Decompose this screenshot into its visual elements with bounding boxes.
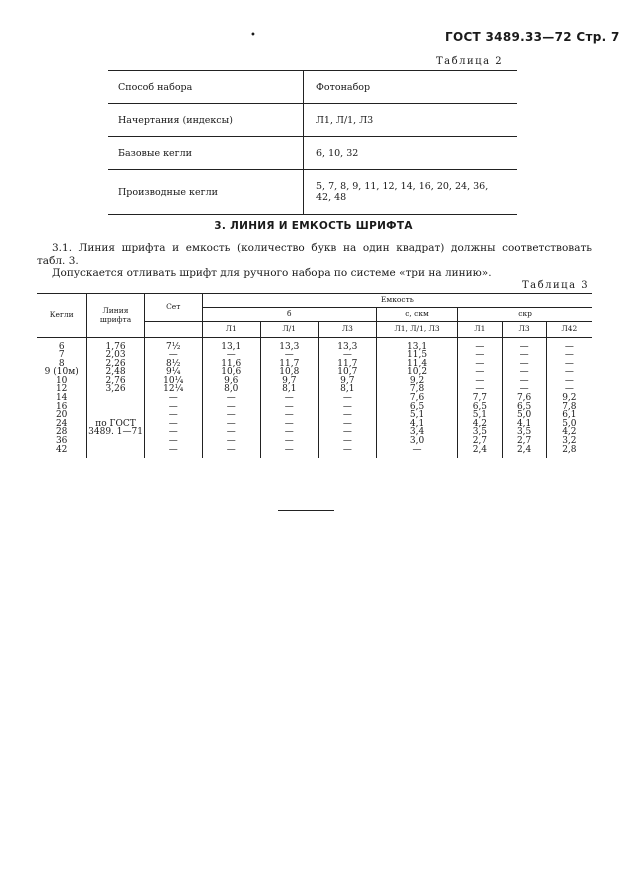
cell-set: — [144, 420, 202, 429]
cell-line [87, 446, 144, 455]
cell-line: 2,26 [87, 360, 144, 369]
paragraph-3-1-line1: 3.1. Линия шрифта и емкость (количество букв на один квадрат) должны соответствовать [52, 242, 592, 254]
cell-kegl: 9 (10м) [44, 367, 79, 378]
cell-line: 2,03 [87, 351, 144, 360]
cell-b-l1: — [202, 351, 260, 360]
cell-b-l1: — [202, 411, 260, 420]
col-b-l1b: Л/1 [260, 322, 318, 338]
cell-s-all: 5,1 [376, 411, 457, 420]
cell-skr-l42: 5,0 [546, 420, 592, 429]
cell-s-all: 4,1 [376, 420, 457, 429]
cell-line: 2,76 [87, 377, 144, 386]
cell-kegl: 10 [55, 375, 68, 386]
cell-kegl: 7 [58, 350, 65, 361]
cell-line [87, 394, 144, 403]
cell-kegl: 20 [55, 410, 68, 421]
col-skr-l3: Л3 [502, 322, 546, 338]
cell-skr-l3: — [502, 343, 546, 352]
cell-line: 3,26 [87, 385, 144, 394]
page-number: Стр. 7 [576, 30, 620, 44]
col-b-l1: Л1 [202, 322, 260, 338]
cell-b-l1: 8,0 [202, 385, 260, 394]
row-label: Производные кегли [108, 170, 304, 215]
cell-kegl: 12 [55, 384, 68, 395]
cell-b-l3: 10,7 [318, 368, 376, 377]
cell-skr-l3: — [502, 360, 546, 369]
col-skr-l1: Л1 [458, 322, 502, 338]
cell-b-l1: 9,6 [202, 377, 260, 386]
col-capacity: Емкость [202, 294, 592, 308]
cell-b-l3: — [318, 394, 376, 403]
cell-skr-l3: — [502, 368, 546, 377]
cell-set: — [144, 428, 202, 437]
cell-b-l3: 11,7 [318, 360, 376, 369]
cell-skr-l42: 2,8 [546, 446, 592, 455]
table-row [108, 71, 517, 104]
cell-skr-l42: — [546, 377, 592, 386]
cell-kegl: 28 [55, 427, 68, 438]
row-value-line2: 42, 48 [316, 192, 347, 203]
cell-kegl: 24 [55, 418, 68, 429]
cell-line: 2,48 [87, 368, 144, 377]
cell-s-all: 7,6 [376, 394, 457, 403]
table3-caption: Таблица 3 [522, 280, 590, 291]
row-label: Базовые кегли [108, 137, 304, 170]
spacer-row [37, 454, 592, 458]
cell-b-l3: — [318, 351, 376, 360]
cell-b-l1: 13,1 [202, 343, 260, 352]
table3-body [37, 343, 592, 455]
cell-s-all: — [376, 446, 457, 455]
cell-set: 10¼ [144, 377, 202, 386]
cell-b-l3: — [318, 437, 376, 446]
cell-b-l1: — [202, 403, 260, 412]
row-label: Способ набора [108, 71, 304, 104]
cell-skr-l3: 4,1 [502, 420, 546, 429]
cell-skr-l1: — [458, 343, 502, 352]
cell-s-all: 10,2 [376, 368, 457, 377]
cell-b-l1: 10,6 [202, 368, 260, 377]
cell-skr-l42: 7,8 [546, 403, 592, 412]
cell-set: — [144, 351, 202, 360]
cell-b-l1: — [202, 446, 260, 455]
row-label: Начертания (индексы) [108, 104, 304, 137]
cell-skr-l3: — [502, 385, 546, 394]
cell-skr-l1: 4,2 [458, 420, 502, 429]
cell-line: 1,76 [87, 343, 144, 352]
table-row [37, 437, 592, 446]
table-row [37, 394, 592, 403]
cell-kegl: 14 [55, 393, 68, 404]
cell-line: по ГОСТ [87, 420, 144, 429]
cell-skr-l42: 3,2 [546, 437, 592, 446]
cell-b-l1b: — [260, 394, 318, 403]
doc-number: ГОСТ 3489.33—72 [445, 30, 572, 44]
col-b-l3: Л3 [318, 322, 376, 338]
cell-b-l1: — [202, 437, 260, 446]
cell-b-l1b: 10,8 [260, 368, 318, 377]
table-row [37, 385, 592, 394]
cell-s-all: 9,2 [376, 377, 457, 386]
table-3 [37, 293, 592, 458]
paragraph-note: Допускается отливать шрифт для ручного набора по системе «три на линию». [52, 267, 492, 279]
cell-skr-l3: 3,5 [502, 428, 546, 437]
cell-b-l3: 13,3 [318, 343, 376, 352]
cell-skr-l42: — [546, 385, 592, 394]
cell-b-l1b: — [260, 437, 318, 446]
col-sskm: с, скм [376, 308, 457, 322]
table-row [37, 403, 592, 412]
table-row [37, 428, 592, 437]
cell-b-l1b: — [260, 411, 318, 420]
col-skr: скр [458, 308, 592, 322]
cell-skr-l3: 6,5 [502, 403, 546, 412]
cell-skr-l3: — [502, 351, 546, 360]
row-value: Фотонабор [304, 71, 518, 104]
cell-skr-l3: 2,7 [502, 437, 546, 446]
cell-b-l1: 11,6 [202, 360, 260, 369]
col-line: Линия шрифта [87, 294, 144, 338]
cell-skr-l1: 5,1 [458, 411, 502, 420]
col-b: б [202, 308, 376, 322]
cell-set: — [144, 411, 202, 420]
cell-skr-l42: — [546, 343, 592, 352]
cell-b-l3: 8,1 [318, 385, 376, 394]
cell-skr-l1: 6,5 [458, 403, 502, 412]
cell-line [87, 437, 144, 446]
cell-skr-l1: — [458, 351, 502, 360]
cell-kegl: 36 [55, 436, 68, 447]
cell-skr-l3: — [502, 377, 546, 386]
cell-b-l1b: — [260, 403, 318, 412]
cell-b-l1b: 11,7 [260, 360, 318, 369]
cell-set: 12¼ [144, 385, 202, 394]
cell-skr-l1: 3,5 [458, 428, 502, 437]
cell-b-l3: — [318, 420, 376, 429]
cell-skr-l42: — [546, 368, 592, 377]
cell-s-all: 3,0 [376, 437, 457, 446]
row-value: 6, 10, 32 [304, 137, 518, 170]
cell-skr-l3: 5,0 [502, 411, 546, 420]
section-title: 3. ЛИНИЯ И ЕМКОСТЬ ШРИФТА [214, 220, 413, 232]
cell-kegl: 6 [58, 341, 65, 352]
cell-set: — [144, 446, 202, 455]
cell-b-l1b: 8,1 [260, 385, 318, 394]
cell-b-l1b: — [260, 351, 318, 360]
cell-skr-l42: 9,2 [546, 394, 592, 403]
header-row [37, 294, 592, 308]
cell-skr-l1: 7,7 [458, 394, 502, 403]
cell-b-l1: — [202, 428, 260, 437]
row-value: Л1, Л/1, Л3 [304, 104, 518, 137]
cell-s-all: 3,4 [376, 428, 457, 437]
cell-line [87, 403, 144, 412]
cell-kegl: 8 [58, 358, 65, 369]
cell-set: — [144, 394, 202, 403]
table-row [108, 104, 517, 137]
cell-set: — [144, 403, 202, 412]
table-row [108, 170, 517, 215]
cell-skr-l42: — [546, 360, 592, 369]
cell-b-l1: — [202, 420, 260, 429]
page-header [445, 30, 620, 44]
end-rule [278, 510, 334, 511]
col-set-sub [144, 322, 202, 338]
table-row [108, 137, 517, 170]
cell-s-all: 11,5 [376, 351, 457, 360]
cell-skr-l42: 4,2 [546, 428, 592, 437]
cell-skr-l42: — [546, 351, 592, 360]
cell-b-l3: — [318, 446, 376, 455]
cell-kegl: 16 [55, 401, 68, 412]
cell-skr-l3: 7,6 [502, 394, 546, 403]
cell-s-all: 13,1 [376, 343, 457, 352]
cell-kegl: 42 [55, 444, 68, 455]
cell-skr-l1: — [458, 368, 502, 377]
cell-b-l3: 9,7 [318, 377, 376, 386]
cell-b-l1b: — [260, 428, 318, 437]
cell-set: 9¼ [144, 368, 202, 377]
cell-s-all: 6,5 [376, 403, 457, 412]
cell-skr-l1: 2,7 [458, 437, 502, 446]
cell-skr-l42: 6,1 [546, 411, 592, 420]
cell-s-all: 7,8 [376, 385, 457, 394]
col-set: Сет [144, 294, 202, 322]
cell-b-l1b: — [260, 420, 318, 429]
cell-b-l3: — [318, 403, 376, 412]
col-kegli: Кегли [37, 294, 87, 338]
cell-skr-l1: — [458, 385, 502, 394]
row-value-line1: 5, 7, 8, 9, 11, 12, 14, 16, 20, 24, 36, [316, 181, 489, 192]
cell-skr-l1: — [458, 360, 502, 369]
cell-line: 3489. 1—71 [88, 427, 143, 438]
table-row [37, 446, 592, 455]
cell-skr-l3: 2,4 [502, 446, 546, 455]
cell-b-l3: — [318, 411, 376, 420]
cell-b-l3: — [318, 428, 376, 437]
cell-b-l1b: 9,7 [260, 377, 318, 386]
cell-skr-l1: — [458, 377, 502, 386]
cell-skr-l1: 2,4 [458, 446, 502, 455]
cell-s-all: 11,4 [376, 360, 457, 369]
table-2 [108, 70, 517, 215]
page-mark: • [250, 30, 256, 41]
cell-b-l1b: 13,3 [260, 343, 318, 352]
cell-set: 8½ [144, 360, 202, 369]
row-value [304, 170, 518, 215]
cell-set: — [144, 437, 202, 446]
cell-set: 7½ [144, 343, 202, 352]
col-skr-l42: Л42 [546, 322, 592, 338]
paragraph-3-1-line2: табл. 3. [37, 255, 79, 267]
cell-b-l1b: — [260, 446, 318, 455]
col-s-all: Л1, Л/1, Л3 [376, 322, 457, 338]
table2-caption: Таблица 2 [436, 56, 504, 67]
cell-b-l1: — [202, 394, 260, 403]
